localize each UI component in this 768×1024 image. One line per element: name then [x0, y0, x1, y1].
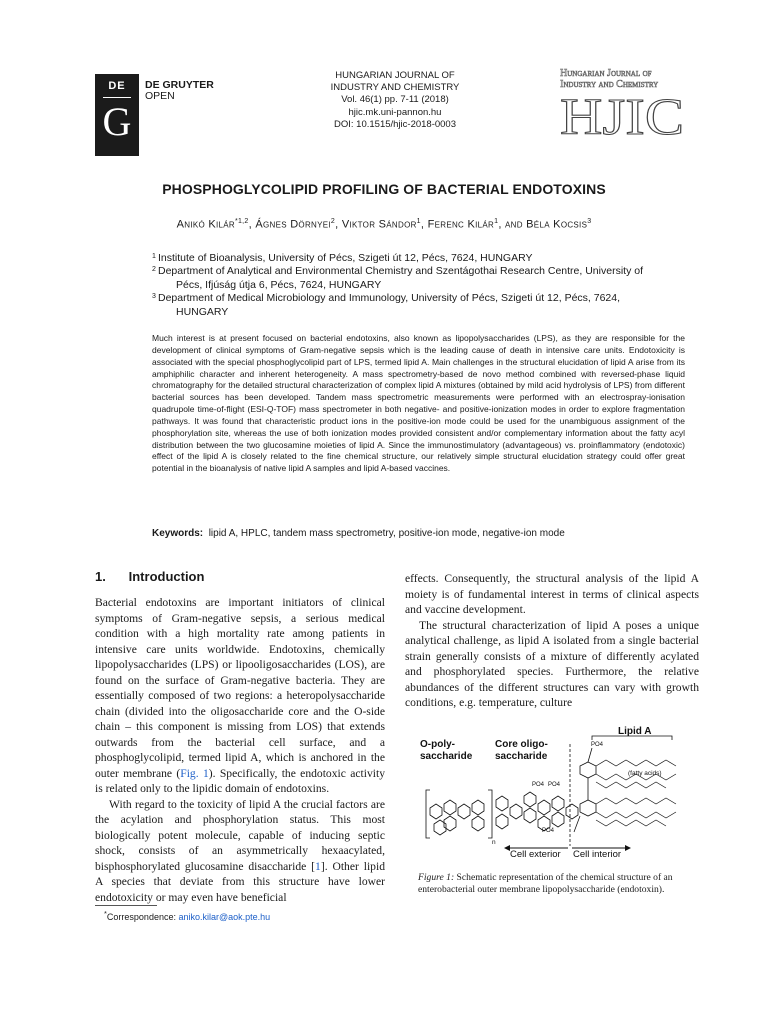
- journal-url[interactable]: hjic.mk.uni-pannon.hu: [348, 106, 442, 118]
- author-affiliation-mark: *1,2: [234, 218, 249, 225]
- affiliation-text: Department of Analytical and Environmental Chemistry and Szentágothai Research Centre, University of: [158, 265, 643, 278]
- footnote-label: Correspondence:: [106, 912, 179, 922]
- label-cell-exterior: Cell exterior: [510, 849, 561, 860]
- author-list: [0, 218, 768, 231]
- figure-1-link[interactable]: Fig. 1: [180, 766, 209, 780]
- figure-caption-text: Schematic representation of the chemical structure of an enterobacterial outer membrane lipopolysaccharide (endotoxin).: [418, 872, 673, 896]
- paper-title: PHOSPHOGLYCOLIPID PROFILING OF BACTERIAL ENDOTOXINS: [162, 181, 606, 197]
- affiliation-text: Department of Medical Microbiology and Immunology, University of Pécs, Szigeti út 12, Pécs, 7624,: [158, 292, 621, 305]
- section-heading: [95, 569, 204, 584]
- label-o-polysaccharide-2: saccharide: [420, 751, 473, 762]
- label-po4-1: PO4: [532, 782, 545, 788]
- affiliation-text-continued: Pécs, Ifjúság útja 6, Pécs, 7624, HUNGARY: [176, 278, 382, 291]
- section-number: 1.: [95, 569, 106, 584]
- author-affiliation-mark: 1: [494, 218, 499, 225]
- author-separator: ,: [335, 218, 342, 231]
- author-separator: ,: [248, 218, 256, 231]
- affiliation-item: [152, 265, 692, 292]
- label-core-oligosaccharide-2: saccharide: [495, 751, 548, 762]
- affiliation-text-continued: HUNGARY: [176, 305, 229, 318]
- author-separator: , and: [498, 218, 527, 231]
- label-po4-3: PO4: [591, 742, 604, 748]
- figure-caption: [418, 872, 693, 897]
- journal-name-line1: HUNGARIAN JOURNAL OF: [335, 70, 455, 81]
- figure-1-diagram: [410, 720, 695, 860]
- author-name: Béla Kocsis: [526, 218, 588, 231]
- left-column: [95, 595, 385, 905]
- affiliation-item: [152, 252, 692, 265]
- affiliation-number: 3: [152, 293, 156, 301]
- author-separator: ,: [420, 218, 428, 231]
- journal-logo: [558, 66, 688, 138]
- sugar-rings: [430, 792, 578, 835]
- affiliation-number: 2: [152, 266, 156, 274]
- footnote-mark: *: [104, 909, 107, 918]
- author-name: Viktor Sándor: [341, 218, 417, 231]
- intro-paragraph-4: The structural characterization of lipid A poses a unique analytical challenge, as lipid A isolated from a single bacterial strain generally consists of a mixture of differently acylated and phosphorylated species. Furthermore, the relative abundances of the different structures can vary with growth conditions, e.g. temperature, culture: [405, 618, 699, 709]
- journal-doi[interactable]: DOI: 10.1515/hjic-2018-0003: [334, 118, 456, 130]
- publisher-name-line1: DE GRUYTER: [145, 79, 214, 91]
- figure-caption-label: Figure 1:: [418, 872, 455, 883]
- publisher-logo-letter: G: [102, 99, 132, 144]
- label-po4-4: PO4: [542, 828, 555, 834]
- label-cell-interior: Cell interior: [573, 849, 622, 860]
- keywords-text: lipid A, HPLC, tandem mass spectrometry, positive-ion mode, negative-ion mode: [208, 528, 565, 539]
- lipid-a-backbone: [574, 748, 596, 832]
- label-core-oligosaccharide: Core oligo-: [495, 739, 548, 750]
- author-name: Ferenc Kilár: [427, 218, 495, 231]
- author-name: Anikó Kilár: [176, 218, 235, 231]
- footnote: [104, 909, 270, 922]
- publisher-name: [145, 80, 214, 102]
- publisher-name-line2: OPEN: [145, 90, 175, 102]
- correspondence-email-link[interactable]: aniko.kilar@aok.pte.hu: [178, 912, 271, 922]
- reference-1-link[interactable]: 1: [315, 859, 321, 873]
- abstract: Much interest is at present focused on bacterial endotoxins, also known as lipopolysaccharides (LPS), as they are responsible for the development of clinical symptoms of Gram-negative sepsis which is the leading cause of death in intensive care units. Endotoxicity is associated with the special phosphoglycolipid part of LPS, termed lipid A. Main challenges in the structural elucidation of lipid A arise from its amphiphilic character and inherent heterogeneity. A mass spectrometry-based de novo method combined with reversed-phase liquid chromatography for the detailed structural characterization of complex lipid A mixtures (obtained by mild acid hydrolysis of LPS) from different bacterial sources has been developed. Tandem mass spectrometric measurements were performed with an electrospray-ionisation quadrupole time-of-flight (ESI-Q-TOF) mass spectrometer in both negative- and positive-ionization modes in order to explore fragmentation pathways. It was found that characteristic product ions in the positive-ion mode could be used for the unambiguous assignment of the phosphorylation site, whereas the use of both ionization modes provided consistent and/or complementary information about the fatty acyl distribution between the two glucosamine moieties of lipid A. Since the immunostimulatory (advantageous) vs. proinflammatory (endotoxic) effect of the lipid A is closely related to the fine chemical structure, our relatively simple structural elucidation strategy could offer great potential in the bioanalysis of native lipid A samples and lipid A-based vaccines.: [152, 333, 685, 474]
- label-fatty-acids: (fatty acids): [628, 770, 662, 777]
- exterior-arrow-head: [504, 845, 510, 851]
- journal-logo-mark: HJIC: [560, 89, 684, 138]
- publisher-logo-text: DE: [108, 80, 126, 92]
- journal-logo-line2: Industry and Chemistry: [560, 79, 659, 90]
- publisher-logo-rule: [103, 97, 131, 98]
- author-affiliation-mark: 2: [330, 218, 336, 225]
- affiliation-text: Institute of Bioanalysis, University of Pécs, Szigeti út 12, Pécs, 7624, HUNGARY: [158, 252, 533, 264]
- intro-paragraph-3: effects. Consequently, the structural analysis of the lipid A moiety is of fundamental interest in terms of clinical aspects and vaccine development.: [405, 572, 699, 616]
- author-name: Ágnes Dörnyei: [255, 218, 331, 231]
- author-affiliation-mark: 3: [587, 218, 592, 225]
- label-repeat-n: n: [492, 839, 496, 846]
- journal-name-line2: INDUSTRY AND CHEMISTRY: [330, 82, 460, 94]
- affiliation-number: 1: [152, 253, 156, 260]
- intro-paragraph-2: With regard to the toxicity of lipid A the crucial factors are the acylation and phosphorylation status. This most biologically potent molecule, capable of inducing septic shock, consists of an asymmetrically hexaacylated, bisphosphorylated glucosamine disaccharide [1]. Other lipid A species that deviate from this structure have lower endotoxicity or may even have beneficial: [95, 797, 385, 904]
- intro-paragraph-1: Bacterial endotoxins are important initiators of clinical symptoms of Gram-negative sepsis, a serious medical condition with a high mortality rate among patients in intensive care units worldwide. Endotoxins, chemically lipopolysaccharides (LPS) or lipooligosaccharides (LOS), are found on the surface of Gram-negative bacteria. They are essentially composed of two regions: a heteropolysaccharide chain (divided into the oligosaccharide core and the O-side chain – this component is missing from LOS) that extends outwards from the bacterial cell surface, and a phosphoglycolipid, termed lipid A, which is anchored in the outer membrane (Fig. 1). Specifically, the endotoxic activity is related only to the lipidic domain of endotoxins.: [95, 596, 385, 795]
- label-po4-2: PO4: [548, 782, 561, 788]
- keywords-label: Keywords:: [152, 528, 204, 539]
- affiliation-list: [152, 252, 692, 319]
- publisher-logo: [95, 74, 139, 156]
- section-title: Introduction: [128, 569, 205, 584]
- repeat-bracket: [426, 790, 492, 838]
- journal-logo-line1: Hungarian Journal of: [560, 68, 652, 79]
- interior-arrow-head: [625, 845, 631, 851]
- label-o-polysaccharide: O-poly-: [420, 739, 455, 750]
- keywords: [152, 528, 692, 539]
- label-lipid-a: Lipid A: [618, 726, 652, 737]
- affiliation-item: [152, 292, 692, 319]
- journal-info: [290, 70, 500, 131]
- journal-volume: Vol. 46(1) pp. 7-11 (2018): [341, 94, 449, 106]
- author-affiliation-mark: 1: [416, 218, 421, 225]
- right-column: [405, 571, 699, 711]
- footnote-rule: [95, 905, 157, 906]
